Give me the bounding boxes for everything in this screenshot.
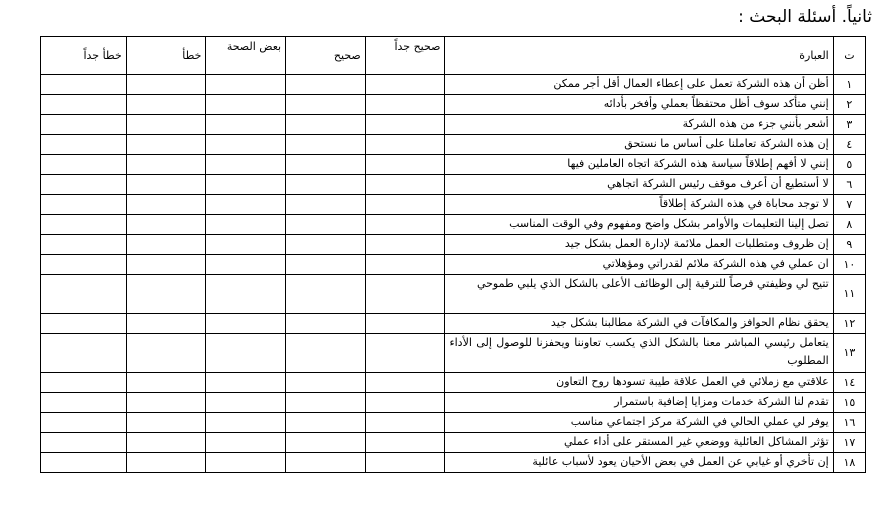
row-number: ٧	[833, 195, 865, 215]
answer-cell-strongly-agree[interactable]	[365, 135, 445, 155]
answer-cell-strongly-agree[interactable]	[365, 255, 445, 275]
row-statement: يحقق نظام الحوافز والمكافآت في الشركة مطالبنا بشكل جيد	[445, 314, 833, 334]
answer-cell-disagree[interactable]	[126, 95, 206, 115]
table-row	[41, 453, 866, 473]
answer-cell-agree[interactable]	[286, 155, 366, 175]
answer-cell-partly-agree[interactable]	[206, 155, 286, 175]
answer-cell-partly-agree[interactable]	[206, 175, 286, 195]
row-number: ١٥	[833, 393, 865, 413]
answer-cell-agree[interactable]	[286, 175, 366, 195]
answer-cell-agree[interactable]	[286, 235, 366, 255]
header-statement: العبارة	[445, 37, 833, 75]
answer-cell-strongly-disagree[interactable]	[41, 95, 127, 115]
answer-cell-partly-agree[interactable]	[206, 334, 286, 373]
answer-cell-strongly-disagree[interactable]	[41, 235, 127, 255]
table-row	[41, 334, 866, 373]
answer-cell-agree[interactable]	[286, 195, 366, 215]
row-number: ٦	[833, 175, 865, 195]
row-number: ٤	[833, 135, 865, 155]
answer-cell-strongly-disagree[interactable]	[41, 175, 127, 195]
answer-cell-agree[interactable]	[286, 393, 366, 413]
header-strongly-agree: صحيح جداً	[365, 37, 445, 75]
answer-cell-disagree[interactable]	[126, 453, 206, 473]
row-number: ١	[833, 75, 865, 95]
answer-cell-strongly-disagree[interactable]	[41, 453, 127, 473]
table-row	[41, 373, 866, 393]
answer-cell-strongly-agree[interactable]	[365, 393, 445, 413]
answer-cell-strongly-agree[interactable]	[365, 314, 445, 334]
table-row	[41, 275, 866, 314]
answer-cell-partly-agree[interactable]	[206, 95, 286, 115]
answer-cell-agree[interactable]	[286, 255, 366, 275]
answer-cell-agree[interactable]	[286, 453, 366, 473]
answer-cell-disagree[interactable]	[126, 195, 206, 215]
header-disagree: خطأ	[126, 37, 206, 75]
answer-cell-strongly-agree[interactable]	[365, 275, 445, 314]
answer-cell-partly-agree[interactable]	[206, 255, 286, 275]
table-row	[41, 433, 866, 453]
table-row	[41, 95, 866, 115]
answer-cell-partly-agree[interactable]	[206, 275, 286, 314]
row-number: ١٨	[833, 453, 865, 473]
answer-cell-disagree[interactable]	[126, 175, 206, 195]
answer-cell-disagree[interactable]	[126, 115, 206, 135]
answer-cell-partly-agree[interactable]	[206, 453, 286, 473]
answer-cell-partly-agree[interactable]	[206, 373, 286, 393]
answer-cell-strongly-agree[interactable]	[365, 115, 445, 135]
row-statement: ان عملي في هذه الشركة ملائم لقدراتي ومؤهلاتي	[445, 255, 833, 275]
row-statement: علاقتي مع زملائي في العمل علاقة طيبة تسودها روح التعاون	[445, 373, 833, 393]
answer-cell-strongly-agree[interactable]	[365, 95, 445, 115]
answer-cell-partly-agree[interactable]	[206, 413, 286, 433]
answer-cell-agree[interactable]	[286, 314, 366, 334]
answer-cell-strongly-disagree[interactable]	[41, 413, 127, 433]
table-row	[41, 135, 866, 155]
answer-cell-disagree[interactable]	[126, 155, 206, 175]
answer-cell-strongly-disagree[interactable]	[41, 155, 127, 175]
answer-cell-strongly-agree[interactable]	[365, 75, 445, 95]
row-number: ٢	[833, 95, 865, 115]
answer-cell-strongly-disagree[interactable]	[41, 75, 127, 95]
answer-cell-agree[interactable]	[286, 215, 366, 235]
answer-cell-strongly-disagree[interactable]	[41, 135, 127, 155]
row-number: ١٧	[833, 433, 865, 453]
row-statement: إنني متأكد سوف أظل محتفظاً بعملي وأفخر بأدائه	[445, 95, 833, 115]
answer-cell-strongly-agree[interactable]	[365, 433, 445, 453]
row-statement: يوفر لي عملي الحالي في الشركة مركز اجتماعي مناسب	[445, 413, 833, 433]
row-number: ١٤	[833, 373, 865, 393]
answer-cell-partly-agree[interactable]	[206, 215, 286, 235]
row-number: ١٠	[833, 255, 865, 275]
answer-cell-agree[interactable]	[286, 135, 366, 155]
answer-cell-strongly-agree[interactable]	[365, 373, 445, 393]
row-statement: لا أستطيع أن أعرف موقف رئيس الشركة اتجاهي	[445, 175, 833, 195]
table-row	[41, 115, 866, 135]
row-number: ١٢	[833, 314, 865, 334]
answer-cell-disagree[interactable]	[126, 334, 206, 373]
row-statement: إن هذه الشركة تعاملنا على أساس ما نستحق	[445, 135, 833, 155]
row-statement: إنني لا أفهم إطلاقاً سياسة هذه الشركة اتجاه العاملين فيها	[445, 155, 833, 175]
row-statement: أشعر بأنني جزء من هذه الشركة	[445, 115, 833, 135]
answer-cell-disagree[interactable]	[126, 75, 206, 95]
row-statement: تؤثر المشاكل العائلية ووضعي غير المستقر على أداء عملي	[445, 433, 833, 453]
answer-cell-strongly-disagree[interactable]	[41, 373, 127, 393]
answer-cell-strongly-disagree[interactable]	[41, 393, 127, 413]
header-partly-agree: بعض الصحة	[206, 37, 286, 75]
answer-cell-strongly-disagree[interactable]	[41, 334, 127, 373]
header-strongly-disagree: خطأ جداً	[41, 37, 127, 75]
table-header-row	[41, 37, 866, 75]
questionnaire-table	[40, 36, 866, 473]
row-number: ٥	[833, 155, 865, 175]
answer-cell-strongly-agree[interactable]	[365, 195, 445, 215]
answer-cell-partly-agree[interactable]	[206, 75, 286, 95]
table-row	[41, 393, 866, 413]
answer-cell-strongly-disagree[interactable]	[41, 314, 127, 334]
answer-cell-agree[interactable]	[286, 413, 366, 433]
table-body	[41, 75, 866, 473]
answer-cell-disagree[interactable]	[126, 373, 206, 393]
answer-cell-agree[interactable]	[286, 115, 366, 135]
answer-cell-strongly-agree[interactable]	[365, 215, 445, 235]
row-number: ١١	[833, 275, 865, 314]
table-row	[41, 235, 866, 255]
row-statement: تقدم لنا الشركة خدمات ومزايا إضافية باستمرار	[445, 393, 833, 413]
row-statement: إن ظروف ومتطلبات العمل ملائمة لإدارة العمل بشكل جيد	[445, 235, 833, 255]
table-row	[41, 255, 866, 275]
answer-cell-disagree[interactable]	[126, 393, 206, 413]
table-row	[41, 155, 866, 175]
answer-cell-agree[interactable]	[286, 334, 366, 373]
answer-cell-partly-agree[interactable]	[206, 393, 286, 413]
row-statement: لا توجد محاباة في هذه الشركة إطلاقاً	[445, 195, 833, 215]
row-number: ١٣	[833, 334, 865, 373]
answer-cell-agree[interactable]	[286, 275, 366, 314]
answer-cell-agree[interactable]	[286, 75, 366, 95]
row-number: ١٦	[833, 413, 865, 433]
answer-cell-disagree[interactable]	[126, 255, 206, 275]
header-number: ت	[833, 37, 865, 75]
answer-cell-strongly-disagree[interactable]	[41, 433, 127, 453]
answer-cell-partly-agree[interactable]	[206, 433, 286, 453]
answer-cell-disagree[interactable]	[126, 275, 206, 314]
row-statement: إن تأخري أو غيابي عن العمل في بعض الأحيان يعود لأسباب عائلية	[445, 453, 833, 473]
row-statement: يتعامل رئيسي المباشر معنا بالشكل الذي يكسب تعاوننا ويحفزنا للوصول إلى الأداء المطلوب	[445, 334, 833, 373]
table-row	[41, 215, 866, 235]
answer-cell-disagree[interactable]	[126, 135, 206, 155]
row-statement: تتيح لي وظيفتي فرصاً للترقية إلى الوظائف الأعلى بالشكل الذي يلبي طموحي	[445, 275, 833, 314]
answer-cell-agree[interactable]	[286, 373, 366, 393]
answer-cell-strongly-disagree[interactable]	[41, 215, 127, 235]
row-number: ٩	[833, 235, 865, 255]
row-number: ٣	[833, 115, 865, 135]
answer-cell-partly-agree[interactable]	[206, 195, 286, 215]
table-row	[41, 195, 866, 215]
table-row	[41, 314, 866, 334]
answer-cell-strongly-agree[interactable]	[365, 453, 445, 473]
answer-cell-strongly-disagree[interactable]	[41, 115, 127, 135]
table-row	[41, 175, 866, 195]
answer-cell-strongly-agree[interactable]	[365, 155, 445, 175]
table-row	[41, 75, 866, 95]
answer-cell-strongly-disagree[interactable]	[41, 275, 127, 314]
row-statement: تصل إلينا التعليمات والأوامر بشكل واضح ومفهوم وفي الوقت المناسب	[445, 215, 833, 235]
section-heading: ثانياً. أسئلة البحث :	[738, 7, 872, 27]
answer-cell-agree[interactable]	[286, 433, 366, 453]
answer-cell-disagree[interactable]	[126, 235, 206, 255]
answer-cell-strongly-agree[interactable]	[365, 334, 445, 373]
answer-cell-partly-agree[interactable]	[206, 135, 286, 155]
answer-cell-partly-agree[interactable]	[206, 235, 286, 255]
answer-cell-disagree[interactable]	[126, 215, 206, 235]
answer-cell-strongly-agree[interactable]	[365, 175, 445, 195]
answer-cell-agree[interactable]	[286, 95, 366, 115]
answer-cell-disagree[interactable]	[126, 314, 206, 334]
table-row	[41, 413, 866, 433]
answer-cell-strongly-disagree[interactable]	[41, 255, 127, 275]
answer-cell-strongly-disagree[interactable]	[41, 195, 127, 215]
row-number: ٨	[833, 215, 865, 235]
answer-cell-partly-agree[interactable]	[206, 115, 286, 135]
answer-cell-strongly-agree[interactable]	[365, 413, 445, 433]
answer-cell-partly-agree[interactable]	[206, 314, 286, 334]
row-statement: أظن أن هذه الشركة تعمل على إعطاء العمال أقل أجر ممكن	[445, 75, 833, 95]
header-agree: صحيح	[286, 37, 366, 75]
answer-cell-disagree[interactable]	[126, 433, 206, 453]
answer-cell-strongly-agree[interactable]	[365, 235, 445, 255]
answer-cell-disagree[interactable]	[126, 413, 206, 433]
